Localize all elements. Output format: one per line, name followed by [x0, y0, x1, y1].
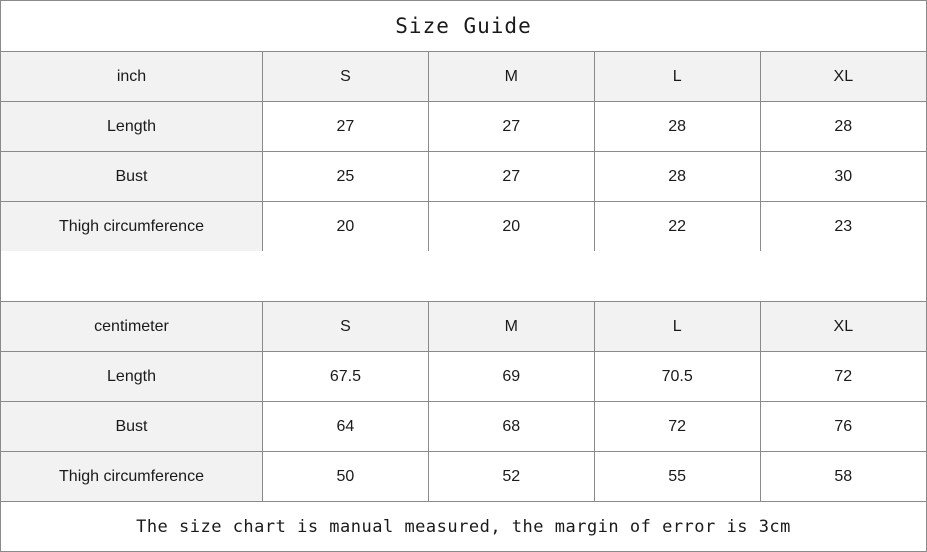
table-header-row [1, 302, 926, 352]
cm-length-s: 67.5 [263, 352, 429, 402]
centimeter-size-table [1, 302, 926, 502]
inch-col-header-xl: XL [760, 52, 926, 102]
cm-thigh-l: 55 [594, 452, 760, 502]
cm-col-header-xl: XL [760, 302, 926, 352]
centimeter-table-wrapper [1, 302, 926, 502]
table-row [1, 352, 926, 402]
table-row [1, 452, 926, 502]
cm-col-header-m: M [428, 302, 594, 352]
cm-row-label-length: Length [1, 352, 263, 402]
inch-bust-m: 27 [428, 152, 594, 202]
inch-length-s: 27 [263, 102, 429, 152]
inch-table-wrapper [1, 52, 926, 251]
page-title-bar [1, 1, 926, 52]
cm-length-xl: 72 [760, 352, 926, 402]
inch-bust-s: 25 [263, 152, 429, 202]
cm-length-m: 69 [428, 352, 594, 402]
inch-bust-xl: 30 [760, 152, 926, 202]
footer-note: The size chart is manual measured, the margin of error is 3cm [136, 516, 791, 537]
table-row [1, 402, 926, 452]
cm-thigh-s: 50 [263, 452, 429, 502]
cm-bust-xl: 76 [760, 402, 926, 452]
page-title: Size Guide [395, 14, 532, 38]
table-header-row [1, 52, 926, 102]
cm-row-label-bust: Bust [1, 402, 263, 452]
inch-thigh-m: 20 [428, 202, 594, 252]
inch-row-label-bust: Bust [1, 152, 263, 202]
inch-col-header-m: M [428, 52, 594, 102]
table-separator [1, 251, 926, 302]
cm-bust-s: 64 [263, 402, 429, 452]
cm-col-header-s: S [263, 302, 429, 352]
footer-note-bar [1, 502, 926, 551]
cm-thigh-xl: 58 [760, 452, 926, 502]
cm-bust-m: 68 [428, 402, 594, 452]
inch-thigh-l: 22 [594, 202, 760, 252]
table-row [1, 152, 926, 202]
inch-thigh-s: 20 [263, 202, 429, 252]
inch-length-xl: 28 [760, 102, 926, 152]
inch-bust-l: 28 [594, 152, 760, 202]
inch-length-l: 28 [594, 102, 760, 152]
cm-bust-l: 72 [594, 402, 760, 452]
inch-row-label-length: Length [1, 102, 263, 152]
inch-col-header-s: S [263, 52, 429, 102]
table-row [1, 202, 926, 252]
cm-col-header-l: L [594, 302, 760, 352]
inch-col-header-l: L [594, 52, 760, 102]
inch-size-table [1, 52, 926, 251]
inch-length-m: 27 [428, 102, 594, 152]
inch-unit-header: inch [1, 52, 263, 102]
inch-row-label-thigh: Thigh circumference [1, 202, 263, 252]
cm-row-label-thigh: Thigh circumference [1, 452, 263, 502]
table-row [1, 102, 926, 152]
cm-length-l: 70.5 [594, 352, 760, 402]
cm-thigh-m: 52 [428, 452, 594, 502]
inch-thigh-xl: 23 [760, 202, 926, 252]
cm-unit-header: centimeter [1, 302, 263, 352]
